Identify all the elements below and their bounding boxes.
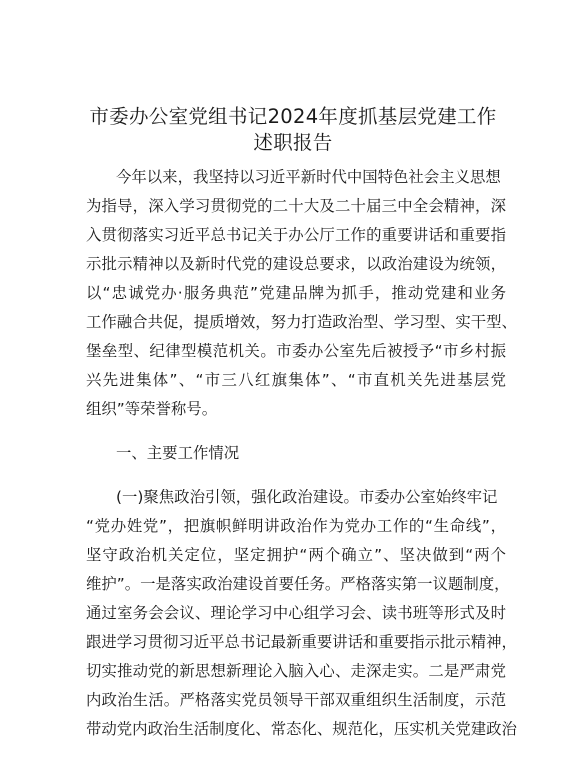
document-body bbox=[86, 163, 517, 744]
paragraph-2-line: 带动党内政治生活制度化、常态化、规范化，压实机关党建政治 bbox=[86, 720, 517, 738]
document-title-line-2: 述职报告 bbox=[253, 131, 333, 154]
paragraph-1-line: 以“忠诚党办·服务典范”党建品牌为抓手，推动党建和业务 bbox=[86, 284, 506, 302]
paragraph-2-line: 跟进学习贯彻习近平总书记最新重要讲话和重要指示批示精神， bbox=[86, 633, 517, 651]
paragraph-2-line: (一)聚焦政治引领，强化政治建设。市委办公室始终牢记 bbox=[116, 488, 498, 506]
paragraph-1-line: 入贯彻落实习近平总书记关于办公厅工作的重要讲话和重要指 bbox=[86, 226, 506, 244]
paragraph-2-line: 内政治生活。严格落实党员领导干部双重组织生活制度，示范 bbox=[86, 691, 506, 709]
paragraph-1-line: 兴先进集体”、“市三八红旗集体”、“市直机关先进基层党 bbox=[86, 371, 506, 389]
paragraph-1-line: 组织”等荣誉称号。 bbox=[86, 400, 218, 418]
section-heading: 一、主要工作情况 bbox=[116, 444, 240, 462]
paragraph-1-line: 堡垒型、纪律型模范机关。市委办公室先后被授予“市乡村振 bbox=[86, 342, 506, 360]
document-title-line-1: 市委办公室党组书记2024年度抓基层党建工作 bbox=[89, 105, 497, 128]
paragraph-1-line: 示批示精神以及新时代党的建设总要求，以政治建设为统领， bbox=[86, 255, 506, 273]
paragraph-2-line: 切实推动党的新思想新理论入脑入心、走深走实。二是严肃党 bbox=[86, 662, 506, 680]
paragraph-2-line: 坚守政治机关定位，坚定拥护“两个确立”、坚决做到“两个 bbox=[86, 546, 506, 564]
paragraph-1-line: 今年以来，我坚持以习近平新时代中国特色社会主义思想 bbox=[116, 168, 501, 186]
paragraph-1-line: 工作融合共促，提质增效，努力打造政治型、学习型、实干型、 bbox=[86, 313, 517, 331]
paragraph-2-line: “党办姓党”，把旗帜鲜明讲政治作为党办工作的“生命线”， bbox=[86, 517, 506, 535]
paragraph-1-line: 为指导，深入学习贯彻党的二十大及二十届三中全会精神，深 bbox=[86, 197, 506, 215]
paragraph-2-line: 通过室务会会议、理论学习中心组学习会、读书班等形式及时 bbox=[86, 604, 506, 622]
paragraph-2-line: 维护”。一是落实政治建设首要任务。严格落实第一议题制度， bbox=[86, 575, 510, 593]
